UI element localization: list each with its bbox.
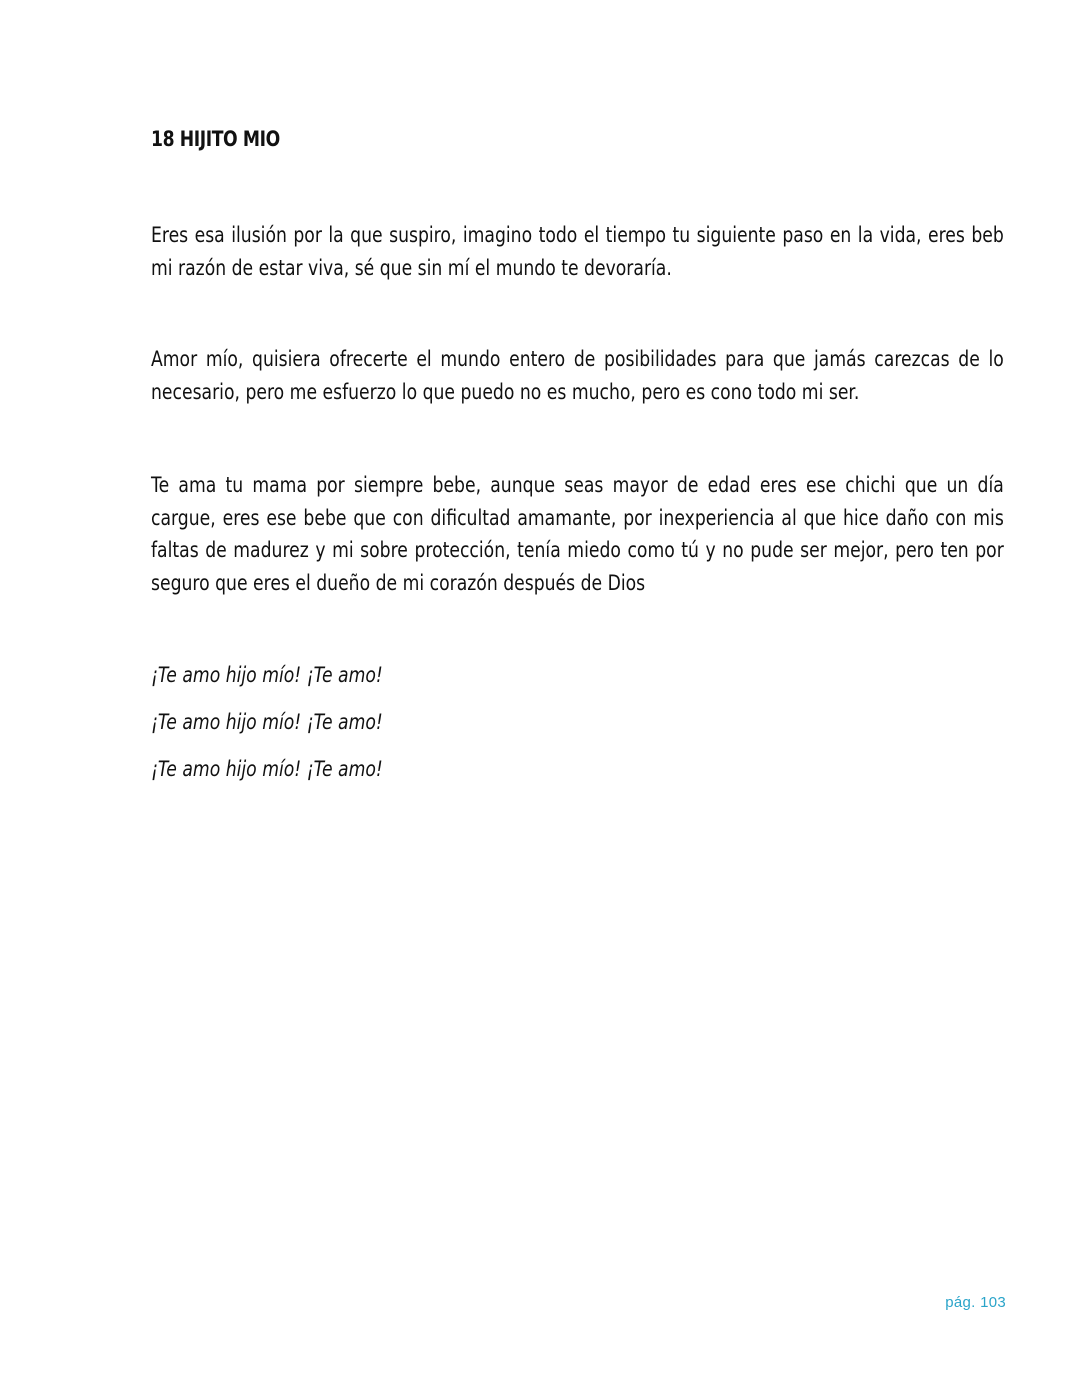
refrain-line-1: ¡Te amo hijo mío! ¡Te amo! xyxy=(151,663,383,687)
refrain xyxy=(151,659,383,800)
paragraph-3: Te ama tu mama por siempre bebe, aunque seas mayor de edad eres ese chichi que un día cargue, eres ese bebe que con dificultad amamante, por inexperiencia al que hice daño con mis faltas de madurez y mi sobre protección, tenía miedo como tú y no pude ser mejor, pero ten por seguro que eres el dueño de mi corazón después de Dios xyxy=(151,473,1004,595)
page-number: pág. 103 xyxy=(945,1294,1006,1311)
paragraph-2: Amor mío, quisiera ofrecerte el mundo entero de posibilidades para que jamás carezcas de lo necesario, pero me esfuerzo lo que puedo no es mucho, pero es cono todo mi ser. xyxy=(151,347,1004,404)
paragraph-1: Eres esa ilusión por la que suspiro, imagino todo el tiempo tu siguiente paso en la vida, eres beb mi razón de estar viva, sé que sin mí el mundo te devoraría. xyxy=(151,223,1004,280)
refrain-line-2: ¡Te amo hijo mío! ¡Te amo! xyxy=(151,710,383,734)
chapter-title: 18 HIJITO MIO xyxy=(151,127,280,151)
refrain-line-3: ¡Te amo hijo mío! ¡Te amo! xyxy=(151,757,383,781)
